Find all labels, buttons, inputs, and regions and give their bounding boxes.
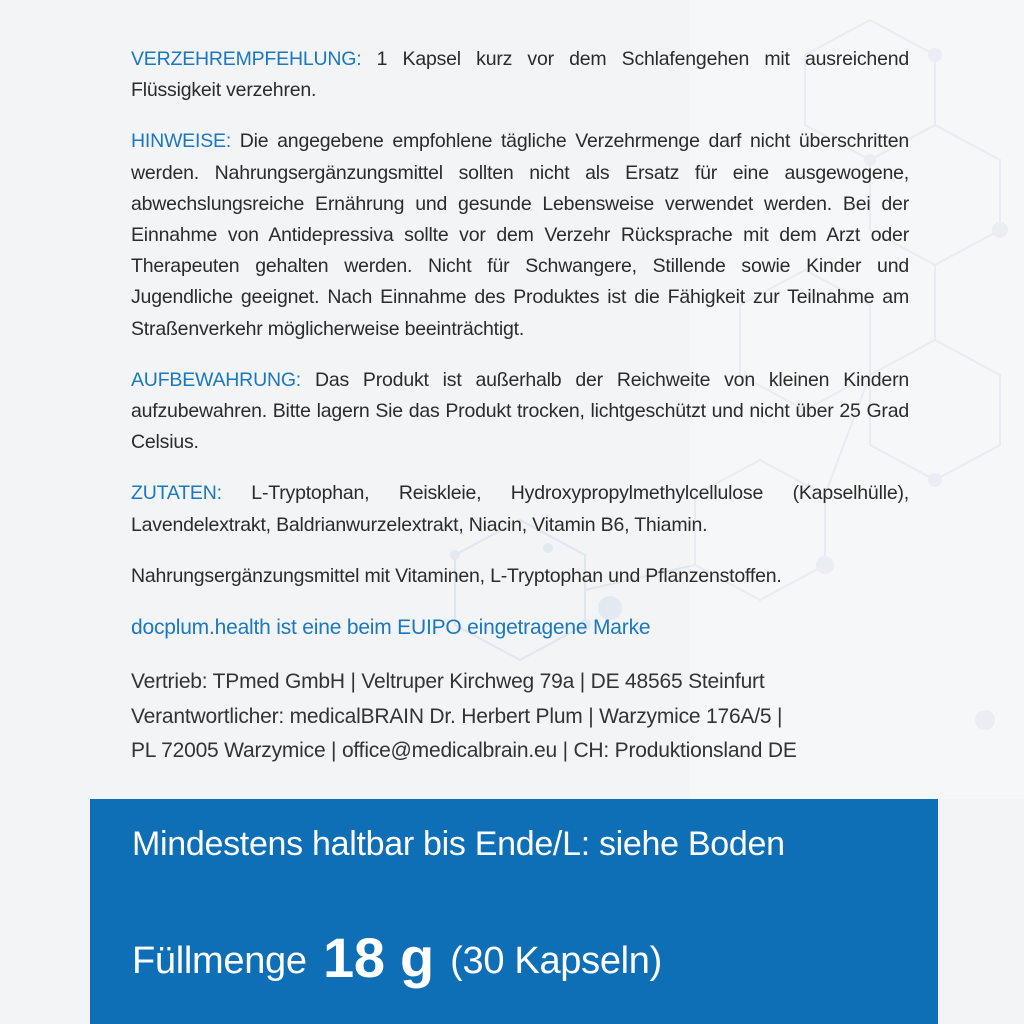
- info-band: [90, 799, 938, 1024]
- dosage-label: VERZEHREMPFEHLUNG:: [131, 48, 362, 70]
- fill-amount: 18 g: [323, 926, 434, 989]
- notes-paragraph: [131, 126, 909, 344]
- summary-paragraph: Nahrungsergänzungsmittel mit Vitaminen, L-Tryptophan und Pflanzenstoffen.: [131, 564, 782, 587]
- address-line-distributor: Vertrieb: TPmed GmbH | Veltruper Kirchweg 79a | DE 48565 Steinfurt: [131, 670, 765, 694]
- storage-paragraph: [131, 365, 909, 459]
- storage-text: Das Produkt ist außerhalb der Reichweite von kleinen Kindern aufzubewahren. Bitte lagern Sie das Produkt trocken, lichtgeschützt und nicht über 25 Grad Celsius.: [131, 368, 910, 454]
- dosage-paragraph: [131, 44, 909, 106]
- label-text-block: [131, 44, 909, 769]
- address-line-responsible: Verantwortlicher: medicalBRAIN Dr. Herbert Plum | Warzymice 176A/5 |: [131, 704, 783, 728]
- best-before-text: Mindestens haltbar bis Ende/L: siehe Boden: [132, 825, 785, 863]
- ingredients-text: L-Tryptophan, Reiskleie, Hydroxypropylmethylcellulose (Kapselhülle), Lavendelextrakt, Baldrianwurzelextrakt, Niacin, Vitamin B6, Thiamin.: [131, 482, 910, 536]
- fill-quantity: [132, 925, 662, 990]
- fill-count: (30 Kapseln): [450, 940, 662, 982]
- storage-label: AUFBEWAHRUNG:: [131, 368, 302, 391]
- dosage-text: 1 Kapsel kurz vor dem Schlafengehen mit ausreichend Flüssigkeit verzehren.: [131, 48, 910, 102]
- address-line-location: PL 72005 Warzymice | office@medicalbrain.eu | CH: Produktionsland DE: [131, 739, 797, 763]
- ingredients-paragraph: [131, 478, 909, 540]
- brand-trademark-note: docplum.health ist eine beim EUIPO eingetragene Marke: [131, 616, 651, 640]
- fill-label: Füllmenge: [132, 940, 307, 982]
- notes-label: HINWEISE:: [131, 130, 232, 153]
- notes-text: Die angegebene empfohlene tägliche Verzehrmenge darf nicht überschritten werden. Nahrungsergänzungsmittel sollten nicht als Ersatz für eine ausgewogene, abwechslungsreiche Ernährung und gesunde Lebensweise verwendet werden. Bei der Einnahme von Antidepressiva sollte vor dem Verzehr Rücksprache mit dem Arzt oder Therapeuten gehalten werden. Nicht für Schwangere, Stillende sowie Kinder und Jugendliche geeignet. Nach Einnahme des Produktes ist die Fähigkeit zur Teilnahme am Straßenverkehr möglicherweise beeinträchtigt.: [131, 130, 910, 340]
- ingredients-label: ZUTATEN:: [131, 482, 222, 505]
- address-block: [131, 665, 909, 769]
